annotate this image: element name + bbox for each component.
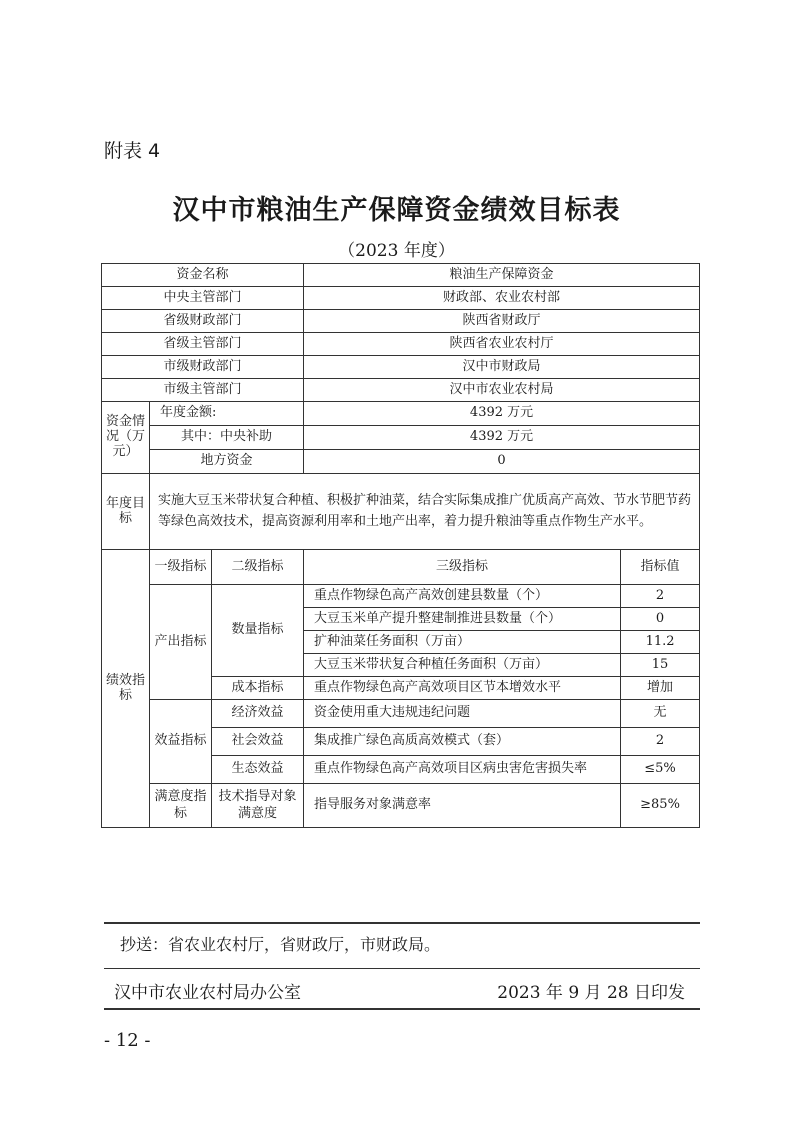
central-dept-value: 财政部、农业农村部 [304,287,700,310]
funds-group-label: 资金情况（万元） [102,402,150,474]
annex-label: 附表 4 [104,140,161,162]
indicator-value: ≤5% [621,756,700,784]
output-indicator-label: 产出指标 [150,585,212,700]
provincial-finance-value: 陕西省财政厅 [304,310,700,333]
indicator-value: 11.2 [621,631,700,654]
indicator-name: 指导服务对象满意率 [304,784,621,828]
performance-target-table [101,263,700,828]
issue-date: 2023 年 9 月 28 日印发 [497,983,685,1003]
satisfaction-indicator-label: 满意度指标 [150,784,212,828]
table-row [102,474,700,550]
indicator-name: 资金使用重大违规违纪问题 [304,700,621,728]
document-subtitle: （2023 年度） [338,241,455,261]
footer-middle-rule [104,968,700,969]
city-dept-label: 市级主管部门 [102,379,304,402]
header-value: 指标值 [621,550,700,585]
indicator-value: 无 [621,700,700,728]
page-number: - 12 - [104,1030,151,1051]
city-finance-value: 汉中市财政局 [304,356,700,379]
satisfaction-sub-label: 技术指导对象满意度 [212,784,304,828]
annual-objective-label: 年度目标 [102,474,150,550]
city-dept-value: 汉中市农业农村局 [304,379,700,402]
footer-bottom-rule [104,1008,700,1010]
social-benefit-label: 社会效益 [212,728,304,756]
table-row [102,450,700,474]
issuing-office: 汉中市农业农村局办公室 [114,983,301,1003]
central-subsidy-value: 4392 万元 [304,426,700,450]
table-row [102,310,700,333]
indicator-value: 0 [621,608,700,631]
table-row [102,550,700,585]
indicator-value: 2 [621,728,700,756]
indicator-name: 大豆玉米单产提升整建制推进县数量（个） [304,608,621,631]
indicator-name: 重点作物绿色高产高效项目区节本增效水平 [304,677,621,700]
indicator-name: 大豆玉米带状复合种植任务面积（万亩） [304,654,621,677]
indicator-value: ≥85% [621,784,700,828]
indicator-value: 增加 [621,677,700,700]
provincial-finance-label: 省级财政部门 [102,310,304,333]
cost-indicator-label: 成本指标 [212,677,304,700]
central-subsidy-label: 其中：中央补助 [150,426,304,450]
footer-top-rule [104,922,700,924]
ecological-benefit-label: 生态效益 [212,756,304,784]
annual-objective-text: 实施大豆玉米带状复合种植、积极扩种油菜，结合实际集成推广优质高产高效、节水节肥节药等绿色高效技术，提高资源利用率和土地产出率，着力提升粮油等重点作物生产水平。 [150,474,700,550]
table-row [102,333,700,356]
indicator-value: 15 [621,654,700,677]
local-funds-label: 地方资金 [150,450,304,474]
table-row [102,585,700,608]
quantity-indicator-label: 数量指标 [212,585,304,677]
document-title: 汉中市粮油生产保障资金绩效目标表 [172,195,621,226]
fund-name-value: 粮油生产保障资金 [304,264,700,287]
indicator-name: 重点作物绿色高产高效项目区病虫害危害损失率 [304,756,621,784]
central-dept-label: 中央主管部门 [102,287,304,310]
provincial-dept-value: 陕西省农业农村厅 [304,333,700,356]
indicators-group-label: 绩效指标 [102,550,150,828]
table-row [102,700,700,728]
table-row [102,784,700,828]
cc-line: 抄送：省农业农村厅，省财政厅，市财政局。 [120,935,441,954]
table-row [102,426,700,450]
header-level2: 二级指标 [212,550,304,585]
fund-name-label: 资金名称 [102,264,304,287]
annual-amount-value: 4392 万元 [304,402,700,426]
indicator-value: 2 [621,585,700,608]
city-finance-label: 市级财政部门 [102,356,304,379]
local-funds-value: 0 [304,450,700,474]
table-row [102,402,700,426]
benefit-indicator-label: 效益指标 [150,700,212,784]
header-level1: 一级指标 [150,550,212,585]
economic-benefit-label: 经济效益 [212,700,304,728]
table-row [102,379,700,402]
indicator-name: 重点作物绿色高产高效创建县数量（个） [304,585,621,608]
indicator-name: 集成推广绿色高质高效模式（套） [304,728,621,756]
header-level3: 三级指标 [304,550,621,585]
table-row [102,356,700,379]
table-row [102,264,700,287]
provincial-dept-label: 省级主管部门 [102,333,304,356]
table-row [102,287,700,310]
annual-amount-label: 年度金额: [150,402,304,426]
indicator-name: 扩种油菜任务面积（万亩） [304,631,621,654]
